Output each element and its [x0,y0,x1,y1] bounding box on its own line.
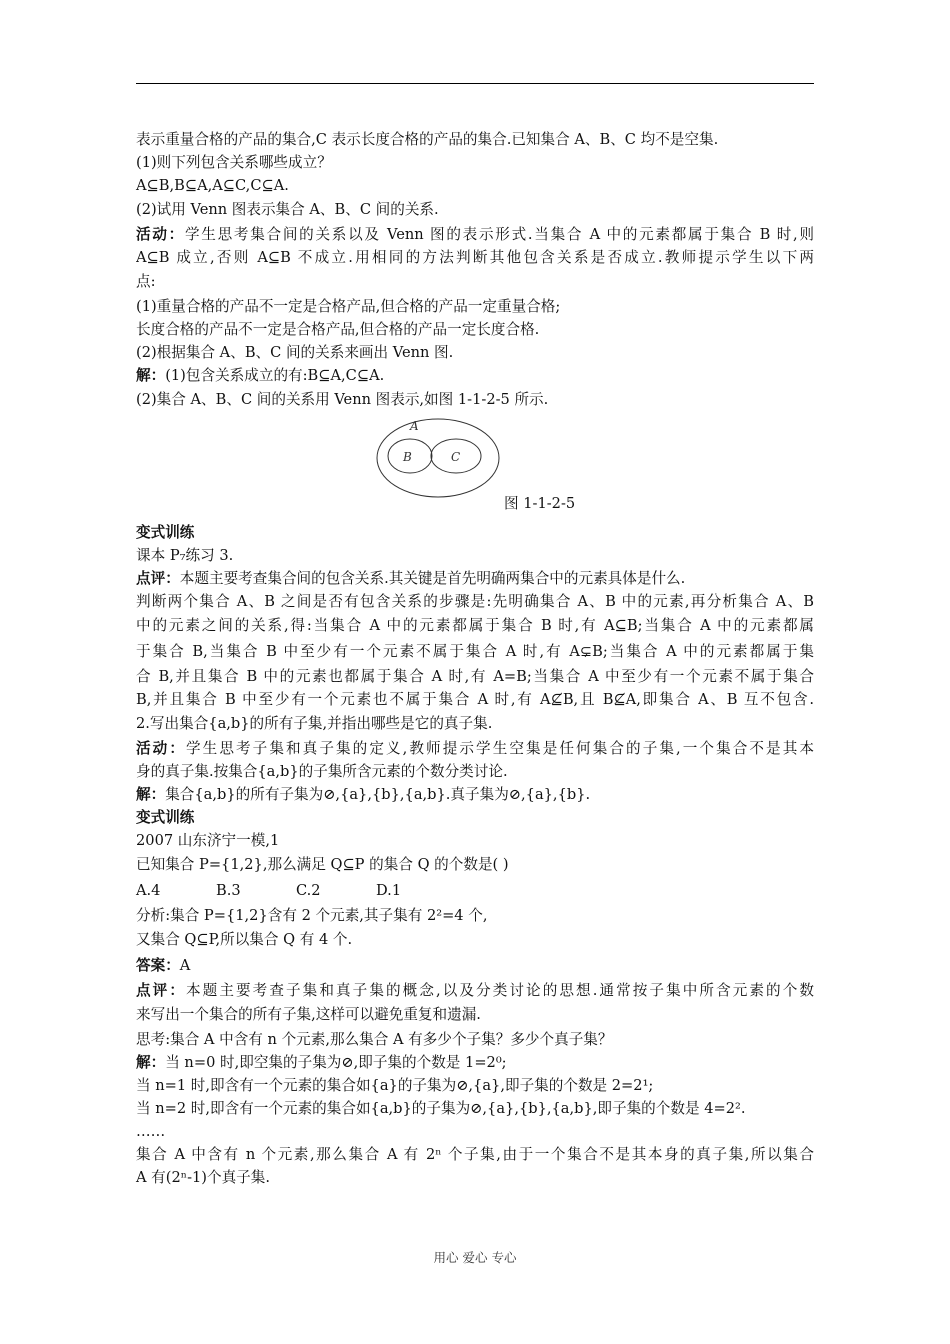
option-a: A.4 [136,882,161,899]
think-line: 思考:集合 A 中含有 n 个元素,那么集合 A 有多少个子集？多少个真子集？ [136,1031,613,1048]
comment-text: 本题主要考查集合间的包含关系.其关键是首先明确两集合中的元素具体是什么. [179,570,686,587]
figure-caption: 图 1-1-2-5 [504,495,576,512]
document-body [136,128,814,1189]
solution-text: 当 n=0 时,即空集的子集为⊘,即子集的个数是 1=2⁰; [165,1054,507,1071]
text-line: 合 B,并且集合 B 中的元素也都属于集合 A 时,有 A=B;当集合 A 中至少有一个元素不属于集合 [136,668,814,685]
option-d: D.1 [376,882,402,899]
text-line: (1)则下列包含关系哪些成立？ [136,154,332,171]
answer-text: A [179,957,191,974]
label-a: A [410,419,419,433]
answer-line [136,953,814,979]
text-line: 集合 A 中含有 n 个元素,那么集合 A 有 2ⁿ 个子集,由于一个集合不是其本身的真子集,所以集合 [136,1146,814,1163]
section-heading: 变式训练 [136,809,195,826]
text-line: 于集合 B,当集合 B 中至少有一个元素不属于集合 A 时,有 A⊊B;当集合 A 中的元素都属于集 [136,643,814,660]
analysis-line: 又集合 Q⊆P,所以集合 Q 有 4 个. [136,931,353,948]
options-row [136,878,814,904]
text-line: (2)根据集合 A、B、C 间的关系来画出 Venn 图. [136,344,454,361]
activity-label: 活动： [136,226,185,243]
activity-paragraph [136,737,814,760]
comment-text: 本题主要考查子集和真子集的概念,以及分类讨论的思想.通常按子集中所含元素的个数 [186,982,814,999]
text-line: (2)集合 A、B、C 间的关系用 Venn 图表示,如图 1-1-2-5 所示. [136,391,549,408]
source-line: 2007 山东济宁一模,1 [136,832,280,849]
text-line: 判断两个集合 A、B 之间是否有包含关系的步骤是:先明确集合 A、B 中的元素,再分析集合 A、B [136,593,814,610]
text-line: …… [136,1123,166,1140]
solution-line [136,783,814,806]
solution-label: 解： [136,367,166,384]
activity-text: 学生思考集合间的关系以及 Venn 图的表示形式.当集合 A 中的元素都属于集合 B 时,则 [184,226,814,243]
solution-line [136,364,814,387]
option-c: C.2 [296,882,321,899]
text-line: A 有(2ⁿ-1)个真子集. [136,1169,270,1186]
label-b: B [403,450,412,464]
text-line: 表示重量合格的产品的集合,C 表示长度合格的产品的集合.已知集合 A、B、C 均不是空集. [136,131,719,148]
text-line: A⊆B 成立,否则 A⊆B 不成立.用相同的方法判断其他包含关系是否成立.教师提示学生以下两 [136,249,814,266]
text-line: 当 n=2 时,即含有一个元素的集合如{a,b}的子集为⊘,{a},{b},{a,b},即子集的个数是 4=2². [136,1100,746,1117]
activity-paragraph [136,223,814,246]
section-heading: 变式训练 [136,524,195,541]
comment-paragraph [136,979,814,1002]
analysis-line: 分析:集合 P={1,2}含有 2 个元素,其子集有 2²=4 个, [136,907,488,924]
comment-label: 点评： [136,570,180,587]
text-line: 中的元素之间的关系,得:当集合 A 中的元素都属于集合 B 时,有 A⊆B;当集合 A 中的元素都属 [136,617,814,634]
text-line: 身的真子集.按集合{a,b}的子集所含元素的个数分类讨论. [136,763,508,780]
label-c: C [451,450,461,464]
comment-line [136,567,814,590]
text-line: 点: [136,273,156,290]
text-line: (2)试用 Venn 图表示集合 A、B、C 间的关系. [136,201,439,218]
text-line: 当 n=1 时,即含有一个元素的集合如{a}的子集为⊘,{a},即子集的个数是 2=2¹; [136,1077,654,1094]
comment-label: 点评： [136,982,186,999]
activity-text: 学生思考子集和真子集的定义,教师提示学生空集是任何集合的子集,一个集合不是其本 [186,740,814,757]
text-line: A⊆B,B⊆A,A⊆C,C⊆A. [136,177,289,194]
solution-label: 解： [136,786,166,803]
text-line: B,并且集合 B 中至少有一个元素也不属于集合 A 时,有 A⊈B,且 B⊈A,即集合 A、B 互不包含. [136,691,814,708]
solution-line [136,1051,814,1074]
text-line: (1)重量合格的产品不一定是合格产品,但合格的产品一定重量合格; [136,298,561,315]
text-line: 来写出一个集合的所有子集,这样可以避免重复和遗漏. [136,1006,481,1023]
text-line: 2.写出集合{a,b}的所有子集,并指出哪些是它的真子集. [136,715,493,732]
solution-text: 集合{a,b}的所有子集为⊘,{a},{b},{a,b}.真子集为⊘,{a},{b}. [165,786,591,803]
option-b: B.3 [216,882,241,899]
venn-diagram [376,416,506,498]
text-line: 长度合格的产品不一定是合格产品,但合格的产品一定长度合格. [136,321,540,338]
header-rule [136,83,814,84]
solution-text: (1)包含关系成立的有:B⊆A,C⊆A. [165,367,385,384]
solution-label: 解： [136,1054,166,1071]
page-footer: 用心 爱心 专心 [433,1250,517,1265]
activity-label: 活动： [136,740,186,757]
text-line: 课本 P₇练习 3. [136,547,234,564]
answer-label: 答案： [136,957,180,974]
question-line: 已知集合 P={1,2},那么满足 Q⊆P 的集合 Q 的个数是( ) [136,856,509,873]
venn-figure [136,413,814,521]
